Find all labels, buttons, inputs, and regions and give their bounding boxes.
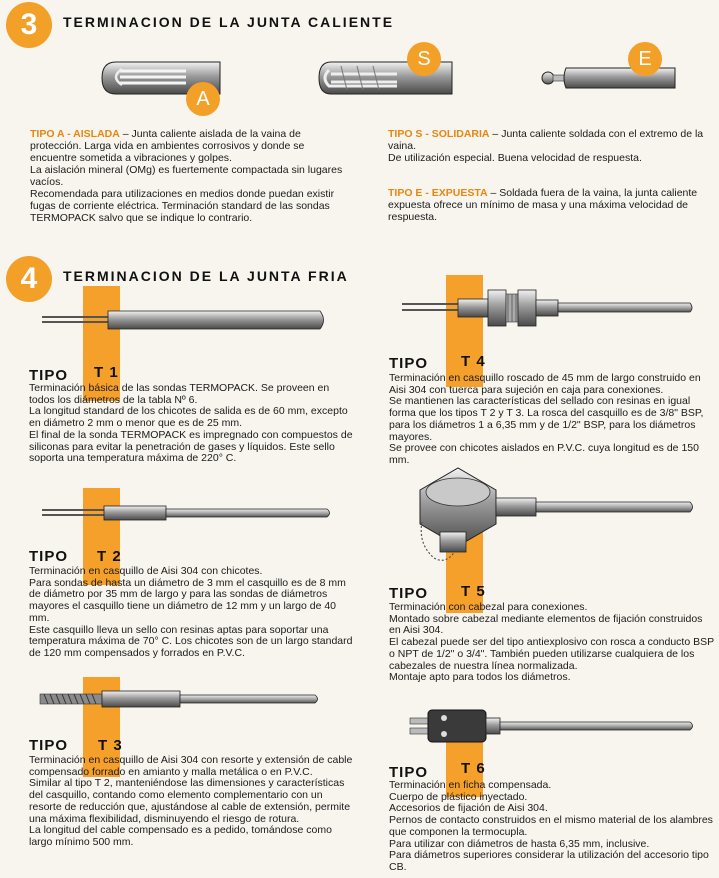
desc-t3-line: Similar al tipo T 2, manteniéndose las dimensiones y características del casquillo, contando como elemento complementario con un resorte de reducción que, ajustándose al cable de extensión, permite una máxima flexibilidad, disminuyendo el riesgo de rotura.: [29, 777, 351, 825]
label-tipo-a: TIPO A - AISLADA: [30, 128, 120, 140]
desc-t6-line: Terminación en ficha compensada.: [389, 779, 552, 791]
probe-t4-illustration: [402, 284, 694, 334]
section-3-title: TERMINACION DE LA JUNTA CALIENTE: [63, 14, 395, 30]
tipo-t1-word: TIPO: [29, 367, 69, 384]
probe-t6-illustration: [410, 706, 695, 746]
desc-t3-line: La longitud del cable compensado es a pedido, tomándose como largo mínimo 500 mm.: [29, 824, 332, 848]
desc-t2-line: Terminación en casquillo de Aisi 304 con chicotes.: [29, 565, 263, 577]
probe-t3-illustration: [40, 689, 320, 711]
desc-t5-line: Montado sobre cabezal mediante elementos de fijación construidos en Aisi 304.: [389, 612, 703, 637]
tipo-t2-code: T 2: [97, 548, 122, 565]
desc-t4: [389, 373, 715, 467]
desc-t3-line: Terminación en casquillo de Aisi 304 con resorte y extensión de cable compensado forrado en amianto y malla metálica o en P.V.C.: [29, 754, 353, 778]
tipo-t4-code: T 4: [461, 353, 486, 370]
label-tipo-e: TIPO E - EXPUESTA: [388, 187, 488, 199]
probe-t1-illustration: [42, 309, 327, 331]
text-a-line-1: – Junta caliente aislada de la vaina de protección. Larga vida en ambientes corrosivos y donde se encuentre sometida a vibraciones y golpes.: [30, 128, 305, 164]
desc-t4-line: Se provee con chicotes aislados en P.V.C. cuya longitud es de 150 mm.: [389, 442, 699, 466]
desc-t1-line: Terminación básica de las sondas TERMOPACK. Se proveen en todos los diámetros de la tabla Nº 6.: [29, 382, 330, 406]
tip-e-badge: E: [628, 42, 662, 76]
text-a-line-3: Recomendada para utilizaciones en medios donde puedan existir fugas de corriente eléctrica. Terminación standard de las sondas TERMOPACK salvo que se indique lo contrario.: [30, 188, 335, 224]
desc-t1-line: El final de la sonda TERMOPACK es impregnado con compuestos de siliconas para evitar la penetración de gases y líquidos. Este sello soporta una temperatura máxima de 220° C.: [29, 428, 353, 465]
desc-t6-line: Pernos de contacto construidos en el mismo material de los alambres que componen la termocupla.: [389, 814, 713, 838]
tipo-t6-code: T 6: [461, 760, 486, 777]
probe-t2-illustration: [42, 504, 332, 524]
tipo-t6-word: TIPO: [389, 764, 429, 781]
tipo-t3-word: TIPO: [29, 737, 69, 754]
tipo-t1-code: T 1: [94, 364, 119, 381]
desc-t6-line: Para utilizar con diámetros de hasta 6,35 mm, inclusive.: [389, 837, 650, 850]
desc-t5: [389, 602, 715, 684]
text-tipo-a: [30, 128, 352, 224]
desc-t6: [389, 780, 715, 874]
section-4-badge: 4: [6, 256, 52, 302]
desc-t6-line: Cuerpo de plástico inyectado.: [389, 790, 528, 803]
desc-t5-line: Montaje apto para todos los diámetros.: [389, 671, 571, 684]
desc-t1-line: La longitud standard de los chicotes de salida es de 60 mm, excepto en diámetro 2 mm o menor que es de 25 mm.: [29, 405, 348, 430]
desc-t5-line: Terminación con cabezal para conexiones.: [389, 601, 588, 613]
desc-t2-line: Para sondas de hasta un diámetro de 3 mm el casquillo es de 8 mm de diámetro por 35 mm de largo y para las sondas de diámetros mayores el casquillo tiene un diámetro de 12 mm y un largo de 40 mm.: [29, 576, 346, 624]
desc-t6-line: Accesorios de fijación de Aisi 304.: [389, 802, 548, 815]
text-e-line-1: – Soldada fuera de la vaina, la junta caliente expuesta ofrece un mínimo de masa y una máxima velocidad de respuesta.: [388, 187, 698, 223]
section-3-badge: 3: [6, 2, 52, 48]
text-tipo-s: [388, 128, 710, 164]
text-s-line-2: De utilización especial. Buena velocidad de respuesta.: [388, 152, 642, 164]
desc-t4-line: Terminación en casquillo roscado de 45 mm de largo construido en Aisi 304 con tuerca para sujeción en caja para conexiones.: [389, 372, 701, 396]
text-a-line-2: La aislación mineral (OMg) es fuertemente compactada sin lugares vacíos.: [30, 164, 343, 188]
section-4-title: TERMINACION DE LA JUNTA FRIA: [63, 268, 349, 284]
tipo-t3-code: T 3: [98, 737, 123, 754]
probe-t5-illustration: [400, 462, 695, 567]
text-tipo-e: [388, 187, 710, 223]
tipo-t5-word: TIPO: [389, 585, 429, 602]
desc-t5-line: El cabezal puede ser del tipo antiexplosivo con rosca a conducto BSP o NPT de 1/2" o 3/4". También pueden utilizarse cualquiera de los cabezales de nuestra línea normalizada.: [389, 636, 714, 672]
desc-t4-line: Se mantienen las características del sellado con resinas en igual forma que los tipos T 2 y T 3. La rosca del casquillo es de 3/8" BSP, para los diámetros 1 a 6,35 mm y de 1/2" BSP, para los diámetros mayores.: [389, 395, 704, 443]
desc-t6-line: Para diámetros superiores considerar la utilización del accesorio tipo CB.: [389, 849, 709, 873]
label-tipo-s: TIPO S - SOLIDARIA: [388, 128, 490, 140]
tipo-t2-word: TIPO: [29, 548, 69, 565]
desc-t1: [29, 383, 355, 465]
desc-t2: [29, 566, 355, 660]
tip-s-badge: S: [407, 42, 441, 76]
desc-t2-line: Este casquillo lleva un sello con resinas aptas para soportar una temperatura máxima de 70° C. Los chicotes son de un largo standard de 120 mm compensados y forrados en P.V.C.: [29, 623, 353, 659]
tipo-t4-word: TIPO: [389, 355, 429, 372]
tip-a-badge: A: [186, 82, 220, 116]
tipo-t5-code: T 5: [461, 583, 486, 600]
text-s-line-1: – Junta caliente soldada con el extremo de la vaina.: [388, 128, 704, 152]
desc-t3: [29, 755, 355, 849]
